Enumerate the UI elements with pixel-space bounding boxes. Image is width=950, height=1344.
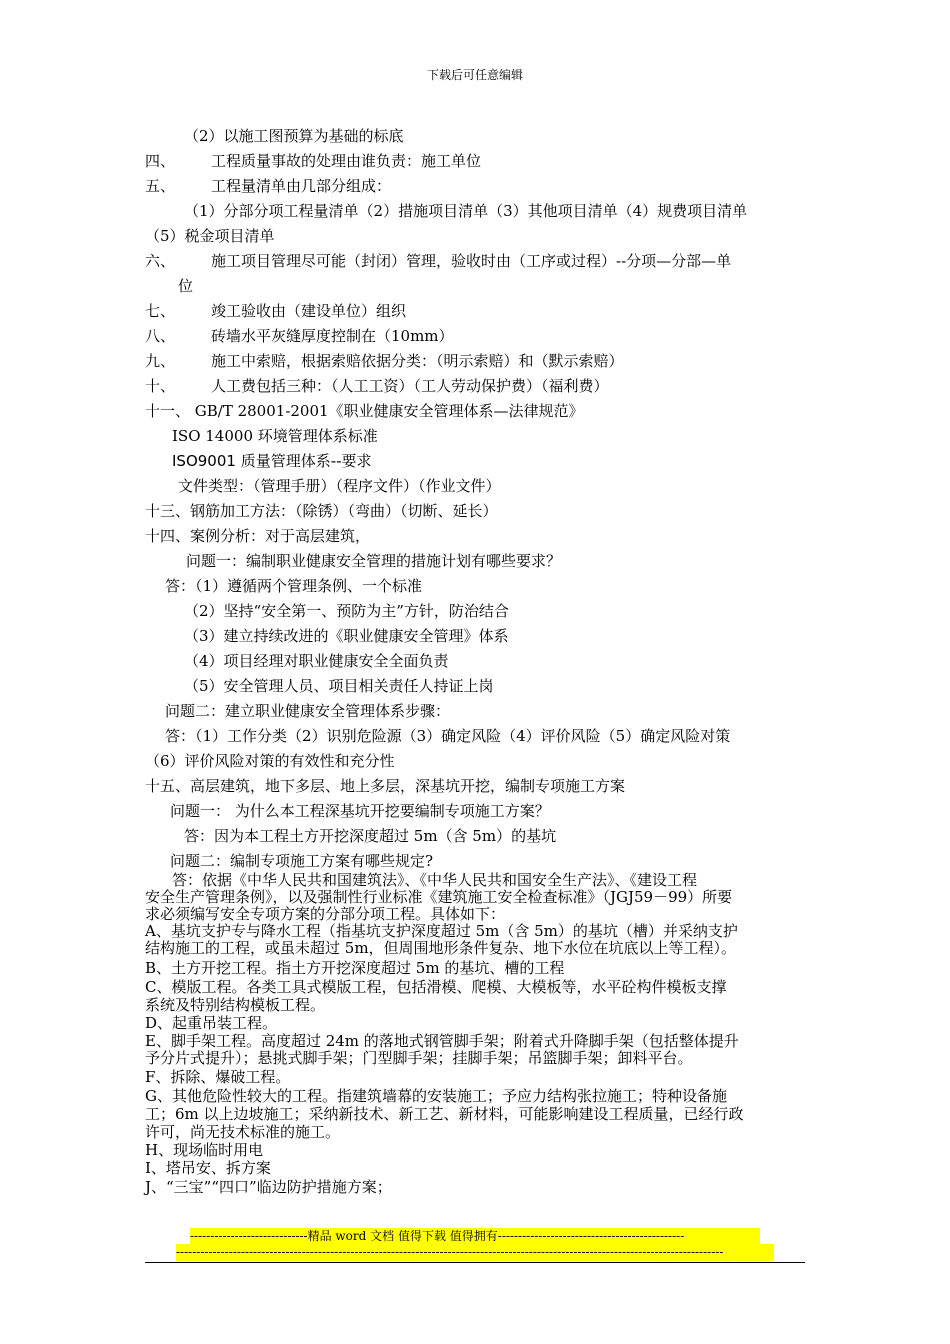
answer-para-line: 求必须编写安全专项方案的分部分项工程。具体如下：: [145, 905, 506, 923]
answer-para-line: 安全生产管理条例》，以及强制性行业标准《建筑施工安全检查标准》（JGJ59－99）所要: [145, 888, 733, 906]
item-number: 七、: [145, 302, 176, 320]
item-9: [145, 352, 624, 370]
item-10: [145, 377, 609, 395]
line-bid-basis: （2）以施工图预算为基础的标底: [184, 127, 404, 145]
question-2: 问题二：建立职业健康安全管理体系步骤：: [165, 702, 451, 720]
list-item-g: G、其他危险性较大的工程。指建筑墙幕的安装施工；予应力结构张拉施工；特种设备施: [145, 1087, 727, 1105]
list-item-a: A、基坑支护专与降水工程（指基坑支护深度超过 5m（含 5m）的基坑（槽）并采纳支护: [145, 922, 738, 940]
question-15-1: 问题一： 为什么本工程深基坑开挖要编制专项施工方案？: [170, 802, 550, 820]
answer-2: 答：（1）工作分类（2）识别危险源（3）确定风险（4）评价风险（5）确定风险对策: [165, 727, 731, 745]
item-13: 十三、钢筋加工方法：（除锈）（弯曲）（切断、延长）: [145, 502, 498, 520]
item-number: 八、: [145, 327, 176, 345]
item-8: [145, 327, 454, 345]
item-text: 砖墙水平灰缝厚度控制在（10mm）: [211, 327, 454, 345]
answer-1-1: 答：（1）遵循两个管理条例、一个标准: [165, 577, 423, 595]
item-text: 工程量清单由几部分组成：: [211, 177, 392, 195]
list-item-d: D、起重吊装工程。: [145, 1014, 278, 1032]
list-item-e: E、脚手架工程。高度超过 24m 的落地式钢管脚手架；附着式升降脚手架（包括整体提升: [145, 1032, 739, 1050]
line-iso9001: ISO9001 质量管理体系--要求: [172, 452, 372, 470]
line-doc-types: 文件类型：（管理手册）（程序文件）（作业文件）: [178, 477, 501, 495]
footer-dash-line: ---------------------------------------------------------------------------------------------------------------------------------------: [176, 1244, 774, 1261]
answer-1-2: （2）坚持“安全第一、预防为主”方针，防治结合: [184, 602, 509, 620]
list-item-f: F、拆除、爆破工程。: [145, 1068, 291, 1086]
question-1: 问题一：编制职业健康安全管理的措施计划有哪些要求？: [186, 552, 562, 570]
list-item-j: J、“三宝”“四口”临边防护措施方案；: [145, 1178, 392, 1196]
answer-2-cont: （6）评价风险对策的有效性和充分性: [145, 752, 395, 770]
footer-rule: [145, 1262, 805, 1263]
item-text: 人工费包括三种：（人工工资）（工人劳动保护费）（福利费）: [211, 377, 609, 395]
item-number: 四、: [145, 152, 176, 170]
list-item-g-cont: 工；6m 以上边坡施工；采纳新技术、新工艺、新材料，可能影响建设工程质量，已经行政: [145, 1105, 744, 1123]
list-item-b: B、土方开挖工程。指土方开挖深度超过 5m 的基坑、槽的工程: [145, 959, 565, 977]
line-bill-parts: （1）分部分项工程量清单（2）措施项目清单（3）其他项目清单（4）规费项目清单: [184, 202, 748, 220]
item-7: [145, 302, 406, 320]
item-number: 五、: [145, 177, 176, 195]
list-item-g-cont2: 许可，尚无技术标准的施工。: [145, 1123, 341, 1141]
list-item-e-cont: 予分片式提升）；悬挑式脚手架；门型脚手架；挂脚手架；吊篮脚手架；卸料平台。: [145, 1049, 693, 1067]
item-4: [145, 152, 481, 170]
list-item-c-cont: 系统及特别结构模板工程。: [145, 996, 326, 1014]
item-text: 施工中索赔，根据索赔依据分类：（明示索赔）和（默示索赔）: [211, 352, 624, 370]
item-number: 十、: [145, 377, 176, 395]
footer-banner: -----------------------------精品 word 文档 值得下载 值得拥有----------------------------------------------: [190, 1228, 760, 1245]
answer-1-3: （3）建立持续改进的《职业健康安全管理》体系: [184, 627, 509, 645]
item-text: 工程质量事故的处理由谁负责：施工单位: [211, 152, 482, 170]
answer-para-line: 答：依据《中华人民共和国建筑法》、《中华人民共和国安全生产法》、《建设工程: [172, 871, 698, 889]
answer-1-4: （4）项目经理对职业健康安全全面负责: [184, 652, 449, 670]
list-item-a-cont: 结构施工的工程，或虽未超过 5m，但周围地形条件复杂、地下水位在坑底以上等工程）。: [145, 939, 737, 957]
item-number: 九、: [145, 352, 176, 370]
page-header: 下载后可任意编辑: [426, 68, 523, 82]
item-11: 十一、 GB/T 28001-2001《职业健康安全管理体系—法律规范》: [145, 402, 584, 420]
question-15-2: 问题二：编制专项施工方案有哪些规定?: [170, 852, 434, 870]
item-number: 六、: [145, 252, 176, 270]
item-5: [145, 177, 391, 195]
line-bill-parts-cont: （5）税金项目清单: [145, 227, 275, 245]
item-text: 施工项目管理尽可能（封闭）管理，验收时由（工序或过程）--分项—分部—单: [211, 252, 732, 270]
list-item-i: I、塔吊安、拆方案: [145, 1159, 271, 1177]
item-14: 十四、案例分析：对于高层建筑，: [145, 527, 371, 545]
list-item-c: C、模版工程。各类工具式模版工程，包括滑模、爬模、大模板等，水平砼构件模板支撑: [145, 978, 727, 996]
line-iso14000: ISO 14000 环境管理体系标准: [172, 427, 378, 445]
item-15: 十五、高层建筑，地下多层、地上多层，深基坑开挖，编制专项施工方案: [145, 777, 626, 795]
answer-1-5: （5）安全管理人员、项目相关责任人持证上岗: [184, 677, 494, 695]
item-6-cont: 位: [178, 277, 194, 295]
answer-15-1: 答：因为本工程土方开挖深度超过 5m（含 5m）的基坑: [184, 827, 557, 845]
list-item-h: H、现场临时用电: [145, 1141, 264, 1159]
item-text: 竣工验收由（建设单位）组织: [211, 302, 407, 320]
item-6: [145, 252, 731, 270]
